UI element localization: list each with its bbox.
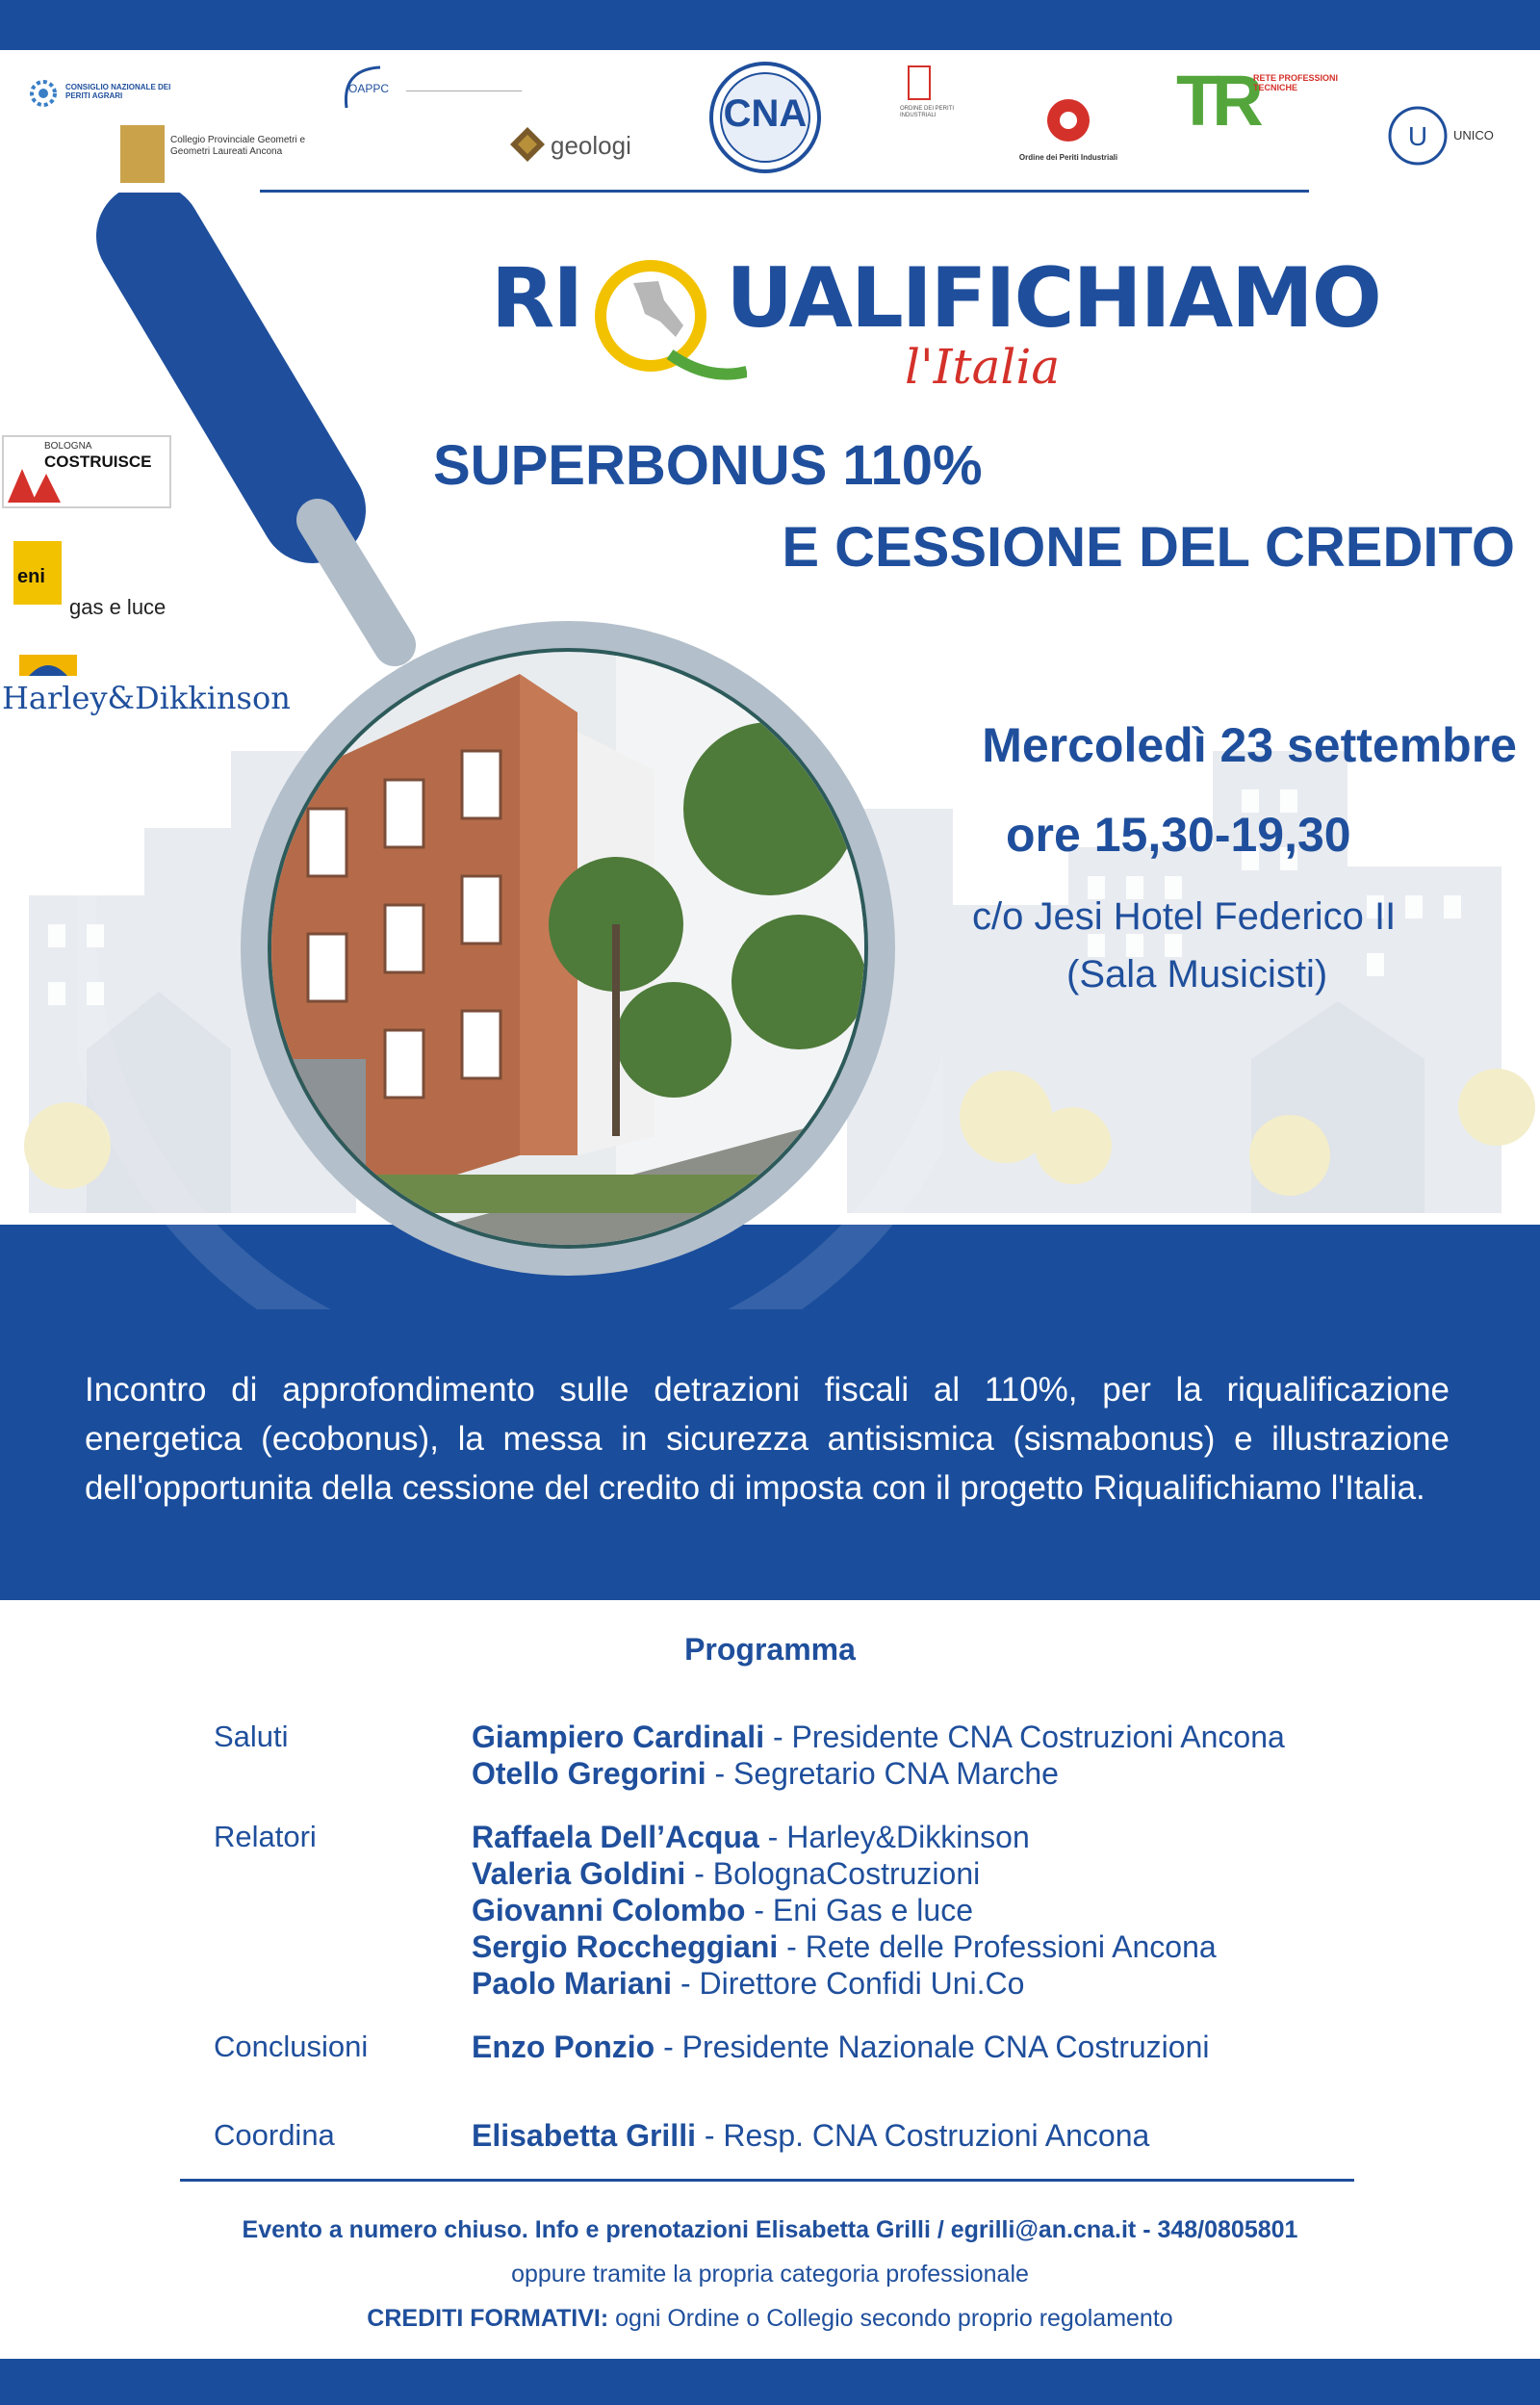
headline-superbonus: SUPERBONUS 110% — [433, 434, 983, 497]
geologi-diamond-icon — [508, 125, 547, 164]
event-venue: c/o Jesi Hotel Federico II — [972, 895, 1397, 938]
logo-unico: U UNICO — [1386, 104, 1511, 168]
headline-cessione: E CESSIONE DEL CREDITO — [782, 516, 1515, 579]
unico-circle-icon — [1386, 104, 1450, 168]
event-date: Mercoledì 23 settembre — [982, 718, 1517, 772]
program-entry: Paolo Mariani - Direttore Confidi Uni.Co — [472, 1966, 1025, 2001]
footer-divider — [180, 2179, 1354, 2182]
italy-q-icon — [583, 258, 747, 393]
program-entry: Elisabetta Grilli - Resp. CNA Costruzioni Ancona — [472, 2118, 1150, 2153]
program-entry: Giovanni Colombo - Eni Gas e luce — [472, 1893, 973, 1927]
gear-emblem-icon — [27, 77, 60, 110]
program-entry: Giampiero Cardinali - Presidente CNA Costruzioni Ancona — [472, 1720, 1285, 1754]
event-room: (Sala Musicisti) — [1066, 953, 1328, 996]
event-time: ore 15,30-19,30 — [1006, 808, 1351, 862]
program-entry: Enzo Ponzio - Presidente Nazionale CNA Costruzioni — [472, 2030, 1210, 2064]
svg-text:U: U — [1407, 121, 1428, 151]
footer-info: Evento a numero chiuso. Info e prenotazioni Elisabetta Grilli / egrilli@an.cna.it - 348/0805801 — [242, 2216, 1298, 2243]
footer-credits: CREDITI FORMATIVI: ogni Ordine o Collegio secondo proprio regolamento — [367, 2305, 1173, 2332]
periti-gear-icon — [1035, 91, 1102, 149]
riqualifichiamo-brand: RI UALIFICHIAMO l'Italia — [491, 250, 1380, 395]
eni-badge: eni — [13, 541, 62, 605]
harley-sun-icon — [19, 655, 77, 676]
program-entry: Raffaela Dell’Acqua - Harley&Dikkinson — [472, 1820, 1030, 1854]
logo-periti-agrari: CONSIGLIO NAZIONALE DEI PERITI AGRARI — [27, 77, 191, 112]
logo-ordine-periti: Ordine dei Periti Industriali — [1001, 91, 1136, 183]
sponsor-harley-dikkinson: Harley&Dikkinson — [2, 655, 310, 722]
intro-paragraph: Incontro di approfondimento sulle detrazioni fiscali al 110%, per la riqualificazione energetica (ecobonus), la messa in sicurezza antisismica (sismabonus) e illustrazione dell'opportunita della cessione del credito di imposta con il progetto Riqualifichiamo l'Italia. — [85, 1371, 1450, 1507]
program-entry: Valeria Goldini - BolognaCostruzioni — [472, 1856, 981, 1891]
bottom-bar — [0, 2359, 1540, 2405]
magnifier-handle — [149, 236, 313, 510]
logo-collegio-geometri: Collegio Provinciale Geometri e Geometri Laureati Ancona — [120, 125, 351, 183]
logo-oappc: OAPPC — [337, 60, 539, 117]
top-bar — [0, 0, 1540, 50]
logo-geologi: geologi — [508, 125, 681, 173]
brand-wordmark: RI UALIFICHIAMO — [491, 250, 1380, 347]
sponsor-eni: eni gas e luce — [13, 541, 187, 618]
program-label-relatori: Relatori — [214, 1820, 317, 1853]
geometri-emblem — [120, 125, 165, 183]
logo-periti-industriali: ORDINE DEI PERITI INDUSTRIALI — [900, 65, 977, 152]
program-entry: Otello Gregorini - Segretario CNA Marche — [472, 1756, 1059, 1791]
periti-emblem — [908, 65, 931, 100]
logo-cna: CNA — [707, 60, 823, 175]
sponsor-bologna-costruisce: BOLOGNA COSTRUISCE — [2, 435, 171, 508]
program-entry: Sergio Roccheggiani - Rete delle Professioni Ancona — [472, 1929, 1217, 1964]
program-label-saluti: Saluti — [214, 1720, 289, 1753]
program-label-coordina: Coordina — [214, 2118, 335, 2152]
footer-category: oppure tramite la propria categoria professionale — [511, 2261, 1029, 2288]
program-label-conclusioni: Conclusioni — [214, 2030, 369, 2063]
program-title: Programma — [684, 1632, 856, 1667]
costruisce-emblem-icon — [8, 464, 65, 503]
logo-rete-professioni: TR RETE PROFESSIONI TECNICHE — [1176, 61, 1339, 141]
